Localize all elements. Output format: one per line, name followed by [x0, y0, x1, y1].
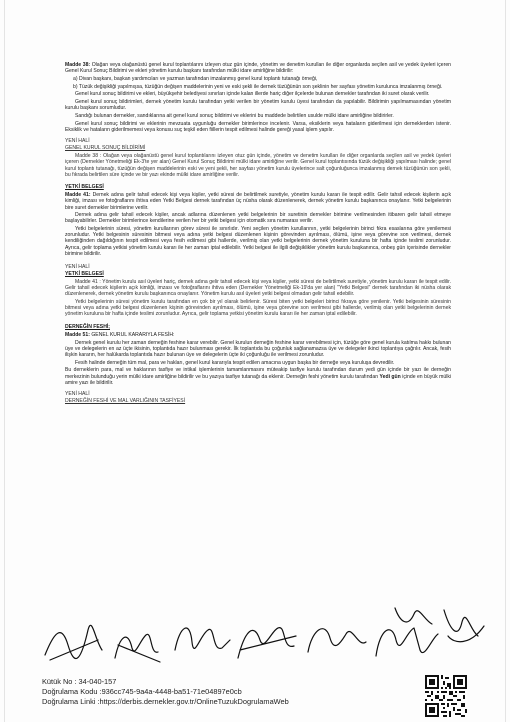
article-38-item-b: b) Tüzük değişikliği yapılmışsa, tüzüğün değişen maddelerinin yeni ve eski şekli ile dernek tüzüğünün son şeklinin her sayfası yönetim kurulunca imzalanmış örneği.	[73, 83, 443, 90]
article-38-paragraph: Sandığı bulunan dernekler, sandıklarına ait genel kurul sonuç bildirimi ve eklerini bu maddede belirtilen usulde mülki idare amirliğine bildirirler.	[75, 113, 394, 120]
article-38-paragraph: Genel kurul sonuç bildirimi ve ekleri, büyükşehir belediyesi sınırları içinde kalan illerde hariç diğer ilçelerde bulunan dernekler tarafından iki suret olarak verilir.	[75, 91, 430, 98]
signature-2	[115, 634, 160, 662]
verification-code: Doğrulama Kodu :936cc745-9a4a-4448-ba51-71e04897e0cb	[42, 687, 242, 697]
article-41-paragraph	[65, 192, 451, 210]
article-41-paragraph: Yetki belgelerinin süresi, yönetim kurullarının görev süresi ile sınırlıdır. Yeni seçilen yönetim kurullarının, yetki belgelerinin birinci fıkra esaslarına göre yenilemesi zorunludur. Yetki belgesinin süresinin bitmesi veya adına yetki belgesi düzenlenen kişinin görevinden ayrılması, ölümü, işine veya görevine son verilmesi, dernek kendiliğinden dağıldığının tespit edilmesi veya fesih edilmesi gibi hallerde, verilmiş olan yetki belgelerinin dernek yönetim kuruluna bir hafta içinde teslimi zorunludur. Ayrıca, gelir toplama yetkisi yönetim kurulu kararı ile her zaman iptal edilebilir. Yetki belgesi ile ilgili değişiklikler yönetim kurulu başkanınca, onbeş gün içerisinde dernekler birimine bildirilir.	[65, 226, 451, 257]
signature-1	[45, 625, 102, 660]
article-38-item-a: a) Divan başkanı, başkan yardımcıları ve yazman tarafından imzalanmış genel kurul toplantı tutanağı örneği,	[73, 75, 318, 82]
article-38-paragraph: Genel kurul sonuç bildirimi ve eklerinin mevzuata uygunluğu dernekler birimlerince incelenir. Varsa, eksiklerin veya hataların giderilmesi için derneklerden istenir. Eksiklik ve hataların giderilmemesi veya konusu suç teşkil eden fiillerin tespit edilmesi halinde gereği yasal işlem yapılır.	[65, 120, 451, 133]
article-51-paragraph: Dernek genel kurulu her zaman derneğin feshine karar verebilir. Genel kurulun derneğin feshine karar verebilmesi için, tüzüğe göre genel kurula katılma hakkı bulunan üye ve delegelerin en az üçte ikisinin, toplantıda hazır bulunması gerekir. İlk toplantıda bu çoğunluk sağlanamazsa üye ve delegeler ikinci toplantıya çağrılır. Ancak, fesih ilişkin kararın, her halükarda toplantıda hazır bulunan üye ve delegelerin üçte iki çoğunluğu ile verilmesi zorunludur.	[65, 339, 451, 358]
article-41-new-paragraph: Madde 41 : Yönetim kurulu asıl üyeleri hariç, dernek adına gelir tahsil edecek kişi veya kişiler, yetki süresi de belirtilmek suretiyle, yönetim kurulu kararı ile tespit edilir. Gelir tahsil edecek kişilerin açık kimliği, imzası ve fotoğraflarını ihtiva eden (Dernekler Yönetmeliği Ek-19'da yer alan) "Yetki Belgesi" dernek tarafından iki nüsha olarak düzenlenerek, dernek yönetim kurulu başkanınca onaylanır. Yönetim kurulu asıl üyeleri yetki belgesi olmadan gelir tahsil edebilir.	[65, 279, 451, 298]
signature-6	[376, 628, 438, 656]
section-heading: DERNEĞİN FESHİ VE MAL VARLIĞININ TASFİYESİ	[65, 398, 186, 405]
article-38-intro-text: Olağan veya olağanüstü genel kurul toplantılarını izleyen otuz gün içinde, yönetim ve denetim kurulları ile diğer organlarda seçilen asil ve yedek üyeleri içeren Genel Kurul Sonuç Bildirimi ve ekleri yönetim kurulu başkanı tarafından mülki idare amirliğine bildirilir:	[65, 62, 451, 75]
article-38-title: Madde 38:	[65, 62, 91, 68]
article-38-paragraph: Genel kurul sonuç bildirimleri, dernek yönetim kurulu tarafından yetki verilen bir yönetim kurulu üyesi tarafından da yapılabilir. Bildirimin yapılmamasından yönetim kurulu başkanı sorumludur.	[65, 99, 451, 112]
article-41-new-paragraph: Yetki belgelerinin süresi yönetim kurulu tarafından en çok bir yıl olarak belirlenir. Süresi biten yetki belgeleri birinci fıkraya göre yenilenir. Yetki belgesinin süresinin bitmesi veya adına yetki belgesi düzenlenen kişinin görevinden ayrılması, ölümü, işine veya görevine son verilmesi gibi hallerde, verilmiş olan yetki belgelerinin dernek yönetim kuruluna bir hafta içinde teslimi zorunludur. Ayrıca, gelir toplama yetkisi yönetim kurulu kararı ile her zaman iptal edilebilir.	[65, 299, 451, 318]
verification-link[interactable]: Doğrulama Linki :https://derbis.dernekler.gov.tr/OnlineTuzukDogrulamaWeb	[42, 697, 289, 707]
registry-number: Kütük No : 34-040-157	[42, 677, 117, 686]
article-51-title: Madde 51:	[65, 331, 90, 338]
article-51-paragraph: Fesih halinde derneğin tüm mal, para ve hakları, genel kurul kararıyla tespit edilen amacına uygun başka bir derneğe veya kuruluşa devredilir.	[75, 359, 395, 366]
signatures	[40, 600, 490, 672]
signature-5	[308, 629, 366, 652]
article-41-paragraph: Dernek adına gelir tahsil edecek kişiler, ancak adlarına düzenlenen yetki belgelerinin bir suretinin dernekler birimine verilmesinden itibaren gelir tahsil etmeye başlayabilirler. Dernekler birimlerince kendilerine verilen her bir yetki belgesi için otomatik sıra numarası verilir.	[65, 212, 451, 225]
signature-8	[395, 608, 432, 624]
section-heading: DERNEĞİN FESHİ;	[65, 324, 110, 331]
document-body	[65, 62, 451, 406]
article-51-heading	[65, 332, 451, 338]
verification-footer	[42, 677, 289, 708]
signature-4	[238, 628, 296, 658]
scan-edge-left	[4, 0, 5, 722]
new-version-label: YENİ HALİ	[65, 390, 90, 397]
qr-code	[425, 675, 467, 717]
signature-7	[444, 610, 484, 642]
scan-edge-right	[505, 0, 506, 722]
article-38-intro	[65, 62, 451, 74]
signature-3	[175, 628, 230, 650]
article-41-text: Dernek adına gelir tahsil edecek kişi veya kişiler, yetki süresi de belirtilmek suretiyle, yönetim kurulu kararı ile tespit edilir. Gelir tahsil edecek kişilerin açık kimliği, imzası ve fotoğraflarını ihtiva eden Yetki Belgesi dernek tarafından üç nüsha olarak düzenlenerek, dernek yönetim kurulu başkanınca onaylanır. Yetki belgelerinin bire suret dernekler birimlerine verilir.	[65, 192, 451, 211]
section-heading: YETKİ BELGESİ	[65, 184, 104, 191]
article-41-title: Madde 41:	[65, 192, 91, 199]
article-51-paragraph: Bu derneklerin para, mal ve haklarının tasfiye ve intikal işlemlerinin tamamlanmasını müteakip tasfiye kurulu tarafından durum yedi gün içinde bir yazı ile derneğin merkezinin bulunduğu yerin mülki idare amirliğine bildirilir ve bu yazıya tasfiye tutanağı da eklenir. Derneğin feshi yönetim kurulu tarafından Yedi gün içinde en büyük mülki amire yazı ile bildirilir.	[65, 367, 452, 386]
section-heading: GENEL KURUL SONUÇ BİLDİRİMİ	[65, 145, 146, 152]
new-version-label: YENİ HALİ	[65, 263, 90, 270]
article-38-new-text: Madde 38 : Olağan veya olağanüstü genel kurul toplantılarını izleyen otuz gün içinde, yönetim ve denetim kurulları ile diğer organlarda seçilen asil ve yedek üyeleri içeren (Dernekler Yönetmeliği Ek-3'te yer alan) Genel Kurul Sonuç Bildirimi mülki idare amirliğine verilir. Genel kurul toplantısında tüzük değişikliği yapılması halinde; genel kurul toplantı tutanağı, tüzüğün değişen maddelerinin eski ve yeni şekli, her sayfası yönetim kurulu üyelerince salt çoğunluğunca imzalanmış dernek tüzüğünün son şekli, bu fıkrada belirtilen süre içinde ve bir yazı ekinde mülki idare amirliğine verilir.	[65, 153, 451, 178]
article-51-subtitle: GENEL KURUL KARARIYLA FESİH:	[89, 331, 175, 338]
new-version-label: YENİ HALİ	[65, 137, 90, 144]
section-heading: YETKİ BELGESİ	[65, 271, 104, 278]
